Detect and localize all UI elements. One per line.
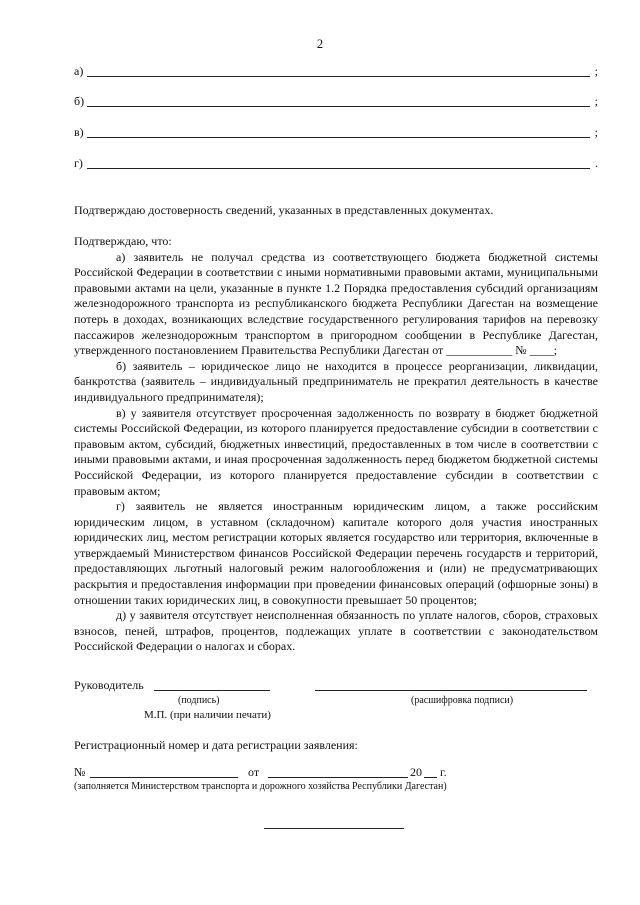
closing-divider bbox=[264, 828, 404, 829]
confirmation-block bbox=[74, 234, 598, 655]
fill-line bbox=[87, 76, 590, 77]
registration-note: (заполняется Министерством транспорта и дорожного хозяйства Республики Дагестан) bbox=[74, 781, 447, 792]
item-line-a bbox=[74, 64, 598, 80]
item-end: ; bbox=[594, 64, 598, 78]
item-end: ; bbox=[594, 125, 598, 139]
registration-year-suffix: г. bbox=[440, 765, 447, 779]
item-end: . bbox=[595, 156, 598, 170]
item-label: в) bbox=[74, 125, 84, 139]
sign-caption: (подпись) bbox=[178, 695, 220, 706]
item-label: а) bbox=[74, 64, 84, 78]
clause-a: а) заявитель не получал средства из соответствующего бюджета бюджетной системы Российской Федерации в соответствии с иными нормативными правовыми актами, муниципальными правовыми актами на цели, указанные в пункте 1.2 Порядка предоставления субсидий организациям железнодорожного транспорта из республиканского бюджета Республики Дагестан на возмещение потерь в доходах, возникающих вследствие государственного регулирования тарифов на перевозку пассажиров железнодорожным транспортом в пригородном сообщении в Республике Дагестан, утвержденного постановлением Правительства Республики Дагестан от ___________ № ____; bbox=[74, 249, 598, 358]
fill-line bbox=[87, 168, 590, 169]
registration-heading: Регистрационный номер и дата регистрации заявления: bbox=[74, 738, 358, 752]
fill-line bbox=[87, 106, 590, 107]
item-label: г) bbox=[74, 156, 83, 170]
confirm-accuracy: Подтверждаю достоверность сведений, указанных в представленных документах. bbox=[74, 203, 494, 217]
item-line-g bbox=[74, 156, 598, 172]
registration-year-prefix: 20 bbox=[410, 765, 422, 779]
clause-b: б) заявитель – юридическое лицо не находится в процессе реорганизации, ликвидации, банкротства (заявитель – индивидуальный предприниматель не прекратил деятельность в качестве индивидуального предпринимателя); bbox=[74, 358, 598, 404]
decode-caption: (расшифровка подписи) bbox=[411, 695, 514, 706]
name-decode-line bbox=[315, 690, 587, 691]
signature-line bbox=[154, 690, 270, 691]
clause-g: г) заявитель не является иностранным юридическим лицом, а также российским юридическим лицом, в уставном (складочном) капитале которого доля участия иностранных юридических лиц, местом регистрации которых является государство или территория, включенные в утверждаемый Министерством финансов Российской Федерации перечень государств и территорий, предоставляющих льготный налоговый режим налогообложения и (или) не предусматривающих раскрытия и предоставления информации при проведении финансовых операций (офшорные зоны) в отношении таких юридических лиц, в совокупности превышает 50 процентов; bbox=[74, 499, 598, 607]
clause-d: д) у заявителя отсутствует неисполненная обязанность по уплате налогов, сборов, страховых взносов, пеней, штрафов, процентов, подлежащих уплате в соответствии с законодательством Российской Федерации о налогах и сборах. bbox=[74, 608, 598, 654]
registration-year-line bbox=[424, 777, 437, 778]
registration-date-line bbox=[268, 777, 408, 778]
head-label: Руководитель bbox=[74, 678, 144, 692]
fill-line bbox=[87, 137, 590, 138]
confirm-intro: Подтверждаю, что: bbox=[74, 234, 172, 248]
stamp-caption: М.П. (при наличии печати) bbox=[144, 709, 271, 721]
registration-from-label: от bbox=[248, 765, 260, 779]
registration-number-line bbox=[90, 777, 238, 778]
item-line-v bbox=[74, 125, 598, 141]
item-end: ; bbox=[594, 94, 598, 108]
item-label: б) bbox=[74, 94, 85, 108]
registration-number-label: № bbox=[74, 765, 86, 779]
page-number: 2 bbox=[316, 37, 324, 51]
clause-v: в) у заявителя отсутствует просроченная задолженность по возврату в бюджет бюджетной системы Российской Федерации, из которого планируется предоставление субсидии в соответствии с правовым актом, субсидий, бюджетных инвестиций, предоставленных в том числе в соответствии с иными правовыми актами, и иная просроченная задолженность перед бюджетом бюджетной системы Российской Федерации, из которого планируется предоставление субсидии в соответствии с правовым актом; bbox=[74, 405, 598, 498]
item-line-b bbox=[74, 94, 598, 110]
